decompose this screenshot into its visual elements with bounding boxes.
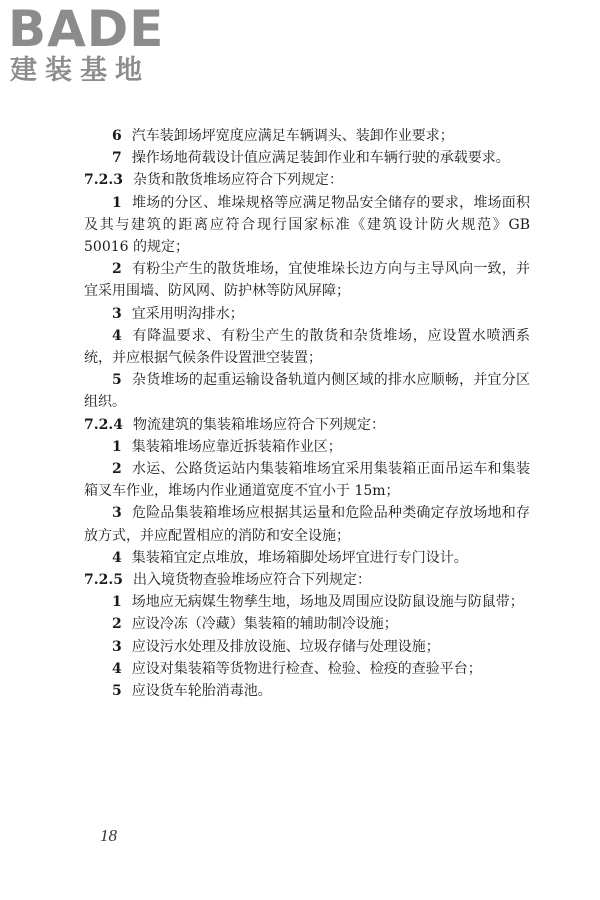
clause-heading [84, 169, 530, 191]
item-number: 7 [112, 150, 122, 167]
item-text: 有粉尘产生的散货堆场，宜使堆垛长边方向与主导风向一致，并宜采用围墙、防风网、防护林等防风屏障； [84, 261, 530, 300]
item-text: 集装箱宜定点堆放，堆场箱脚处场坪宜进行专门设计。 [131, 549, 468, 566]
logo-subtitle: 建装基地 [10, 55, 150, 86]
item-text: 杂货堆场的起重运输设备轨道内侧区域的排水应顺畅，并宜分区组织。 [84, 372, 530, 411]
item-number: 6 [112, 128, 122, 144]
item-number: 4 [112, 327, 122, 344]
list-item [84, 303, 530, 325]
item-number: 5 [112, 683, 122, 700]
item-text: 应设冷冻（冷藏）集装箱的辅助制冷设施； [131, 616, 398, 633]
item-number: 3 [112, 638, 122, 655]
list-item [84, 680, 530, 702]
item-text: 应设污水处理及排放设施、垃圾存储与处理设施； [131, 638, 440, 655]
item-text: 汽车装卸场坪宽度应满足车辆调头、装卸作业要求； [131, 128, 454, 144]
item-text: 应设对集装箱等货物进行检查、检验、检疫的查验平台； [131, 660, 482, 677]
item-text: 集装箱堆场应靠近拆装箱作业区； [131, 438, 342, 455]
item-number: 5 [112, 372, 122, 389]
list-item [84, 125, 530, 147]
item-text: 堆场的分区、堆垛规格等应满足物品安全储存的要求，堆场面积及其与建筑的距离应符合现行国家标准《建筑设计防火规范》GB 50016 的规定； [84, 194, 530, 256]
list-item [84, 613, 530, 635]
clause-number: 7.2.4 [84, 416, 123, 433]
item-number: 3 [112, 505, 122, 522]
list-item [84, 547, 530, 569]
item-text: 有降温要求、有粉尘产生的散货和杂货堆场，应设置水喷洒系统，并应根据气候条件设置泄空装置； [84, 327, 530, 367]
item-text: 操作场地荷载设计值应满足装卸作业和车辆行驶的承载要求。 [131, 150, 510, 167]
document-body [84, 125, 530, 702]
page-number: 18 [100, 826, 117, 845]
list-item [84, 147, 530, 169]
item-text: 水运、公路货运站内集装箱堆场宜采用集装箱正面吊运车和集装箱叉车作业，堆场内作业通道宽度不宜小于 15m； [84, 461, 530, 500]
item-number: 2 [112, 261, 122, 278]
list-item [84, 258, 530, 302]
list-item [84, 436, 530, 458]
clause-heading [84, 414, 530, 436]
clause-text: 杂货和散货堆场应符合下列规定： [132, 172, 343, 189]
item-number: 2 [112, 616, 122, 633]
list-item [84, 658, 530, 680]
item-number: 4 [112, 660, 122, 677]
item-number: 2 [112, 461, 122, 478]
list-item [84, 591, 530, 613]
list-item [84, 636, 530, 658]
list-item [84, 458, 530, 502]
item-text: 场地应无病媒生物孳生地，场地及周围应设防鼠设施与防鼠带； [131, 594, 524, 611]
clause-number: 7.2.3 [84, 172, 123, 189]
clause-number: 7.2.5 [84, 572, 123, 589]
list-item [84, 192, 530, 259]
list-item [84, 502, 530, 546]
list-item [84, 369, 530, 413]
item-number: 1 [112, 438, 122, 455]
logo-wordmark: BADE [8, 0, 165, 58]
item-number: 1 [112, 594, 122, 611]
item-number: 3 [112, 305, 122, 322]
brand-logo [8, 0, 178, 90]
clause-text: 出入境货物查验堆场应符合下列规定： [132, 572, 371, 589]
item-number: 4 [112, 549, 122, 566]
clause-text: 物流建筑的集装箱堆场应符合下列规定： [132, 416, 385, 433]
item-text: 宜采用明沟排水； [131, 305, 244, 322]
item-number: 1 [112, 194, 122, 211]
clause-heading [84, 569, 530, 591]
list-item [84, 325, 530, 369]
item-text: 危险品集装箱堆场应根据其运量和危险品种类确定存放场地和存放方式，并应配置相应的消防和安全设施； [84, 505, 530, 544]
item-text: 应设货车轮胎消毒池。 [131, 683, 272, 700]
